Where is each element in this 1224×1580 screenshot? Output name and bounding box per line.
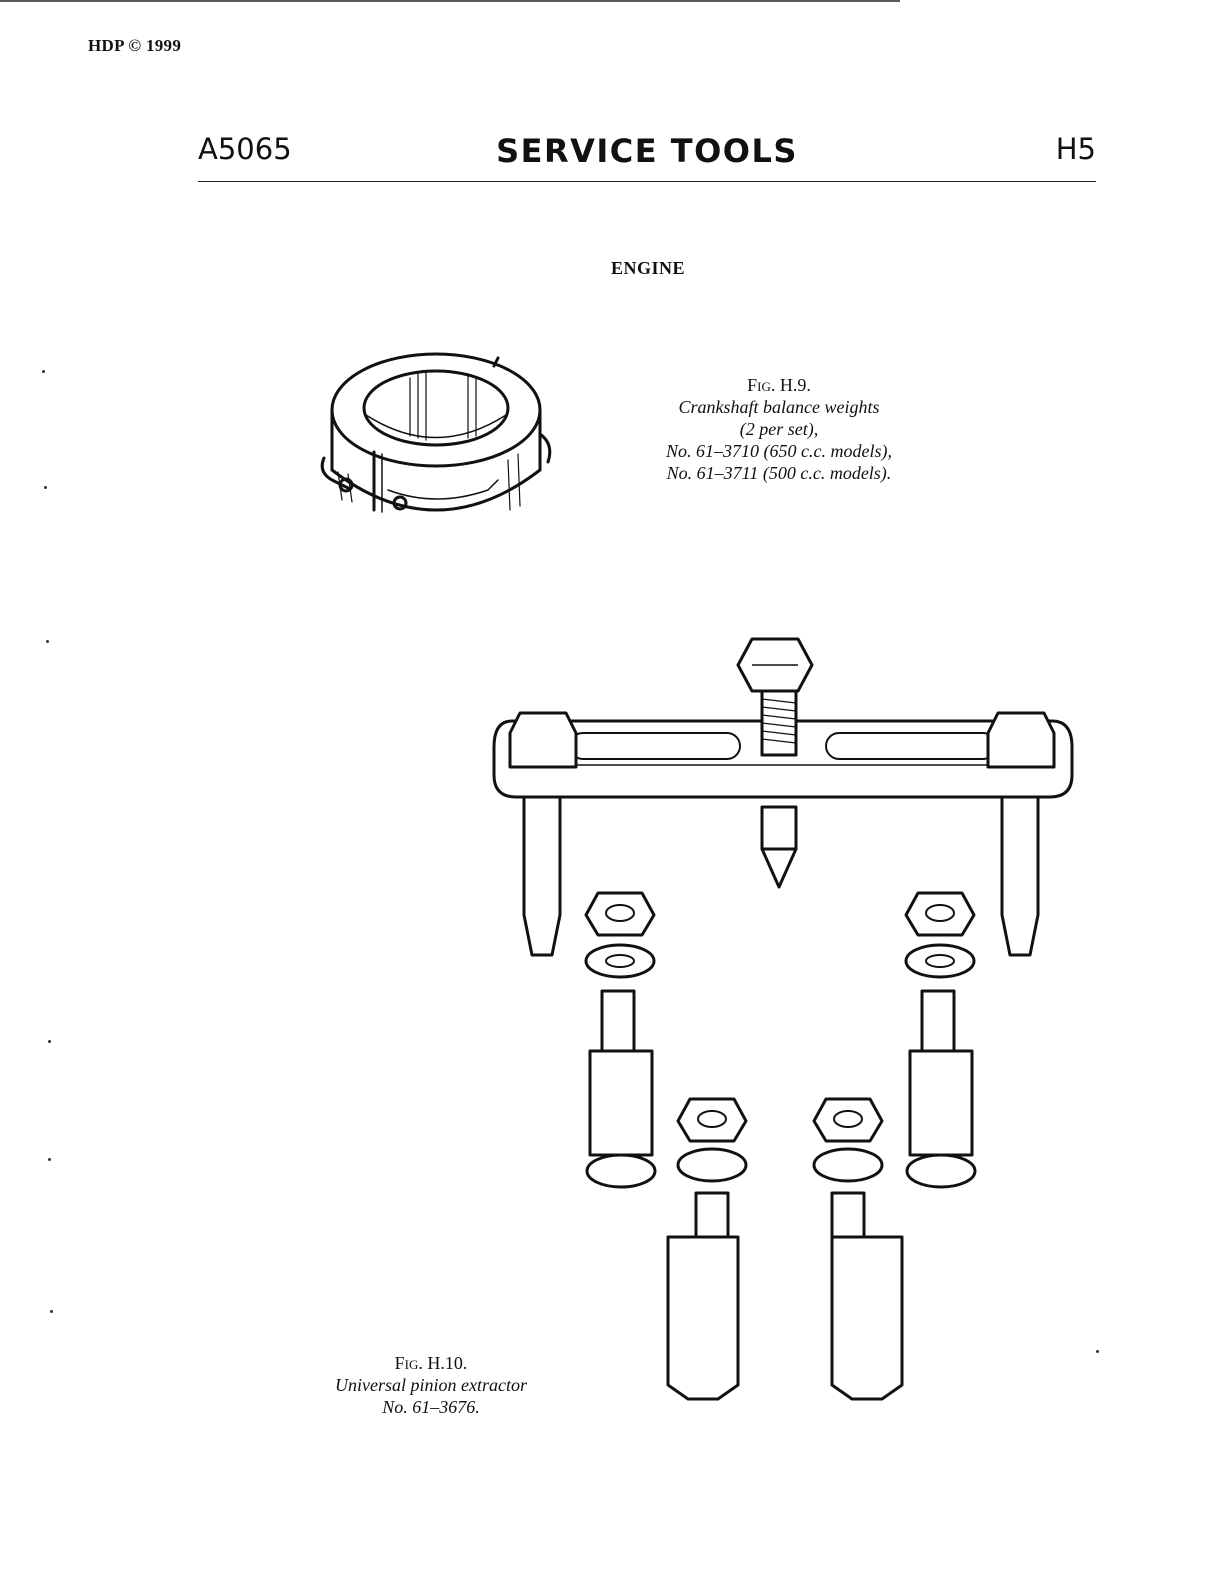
crankshaft-balance-weight-ring-icon (318, 340, 568, 540)
universal-pinion-extractor-icon (490, 625, 1080, 1425)
copyright-stamp: HDP © 1999 (88, 36, 182, 55)
figure-h10-line-2: No. 61–3676. (382, 1397, 480, 1417)
scan-edge-line (0, 0, 900, 3)
page-title: SERVICE TOOLS (496, 132, 798, 170)
figure-h9-line-1: Crankshaft balance weights (678, 397, 880, 417)
figure-h9-line-4: No. 61–3711 (500 c.c. models). (666, 463, 892, 483)
figure-h9-line-2: (2 per set), (739, 419, 819, 439)
header-rule (198, 181, 1096, 182)
page-section-number: H5 (1055, 132, 1096, 166)
page-code: A5065 (198, 132, 292, 166)
section-title: ENGINE (610, 258, 685, 278)
figure-h10-line-1: Universal pinion extractor (335, 1375, 527, 1395)
figure-h9-label: Fig. (747, 375, 776, 395)
figure-h10-caption (300, 1352, 562, 1418)
figure-h9-line-3: No. 61–3710 (650 c.c. models), (666, 441, 892, 461)
figure-h9-caption (620, 374, 938, 484)
figure-h10-number: H.10. (427, 1353, 468, 1373)
figure-h9-number: H.9. (779, 375, 811, 395)
figure-h10-label: Fig. (394, 1353, 423, 1373)
